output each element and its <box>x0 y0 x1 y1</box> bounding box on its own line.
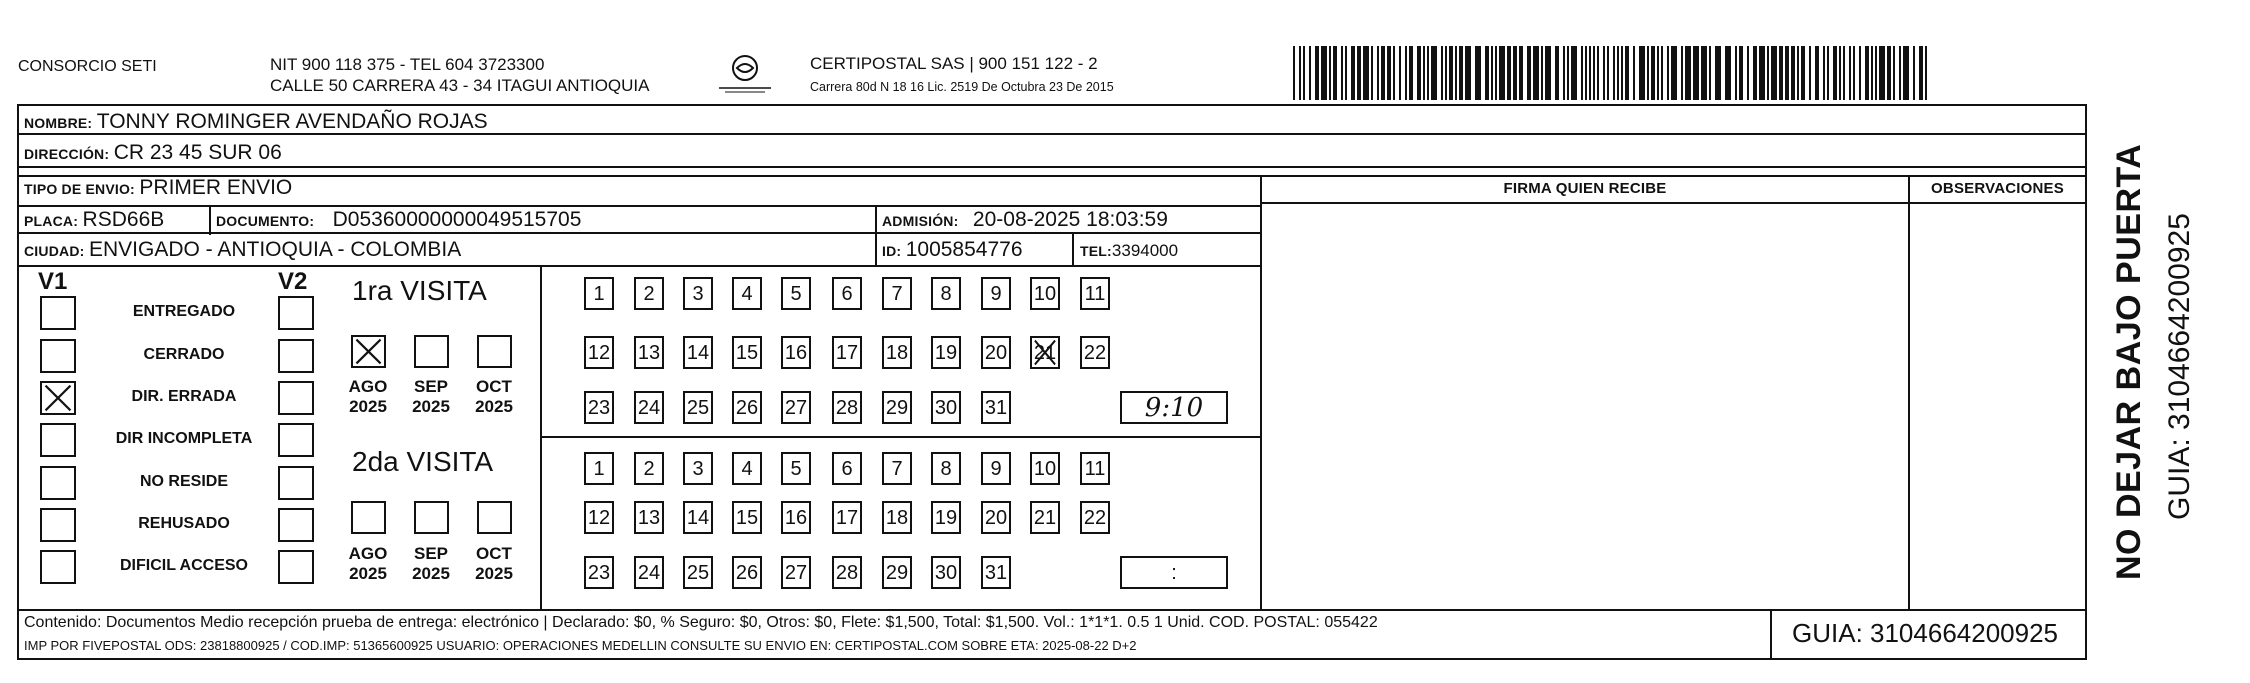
content-details: Contenido: Documentos Medio recepción prueba de entrega: electrónico | Declarado: $0, % Seguro: $0, Otros: $0, Flete: $1,500, Total: $1,500. Vol.: 1*1*1. 0.5 1 Unid. COD. POSTAL: 055422 <box>24 614 1378 631</box>
company-name: CONSORCIO SETI <box>18 58 157 75</box>
visit2-day-box[interactable]: 11 <box>1080 452 1110 485</box>
visit2-day-box[interactable]: 24 <box>634 556 664 589</box>
visit1-day-box[interactable]: 21 <box>1030 336 1060 369</box>
visit2-day-box[interactable]: 8 <box>931 452 961 485</box>
visit1-day-box[interactable]: 29 <box>882 391 912 424</box>
v2-checkbox[interactable] <box>278 381 314 415</box>
nit-line: NIT 900 118 375 - TEL 604 3723300 <box>270 55 545 74</box>
ciudad-value: ENVIGADO - ANTIOQUIA - COLOMBIA <box>88 238 462 261</box>
month-label: AGO 2025 <box>348 544 388 583</box>
visit1-day-box[interactable]: 7 <box>882 277 912 310</box>
visit1-day-box[interactable]: 15 <box>732 336 762 369</box>
visit1-day-box[interactable]: 12 <box>584 336 614 369</box>
visit2-day-box[interactable]: 19 <box>931 501 961 534</box>
v1-checkbox[interactable] <box>40 339 76 373</box>
visit1-day-box[interactable]: 8 <box>931 277 961 310</box>
visit1-title: 1ra VISITA <box>352 275 487 306</box>
visit1-day-box[interactable]: 1 <box>584 277 614 310</box>
visit1-day-box[interactable]: 9 <box>981 277 1011 310</box>
side-guia-number: GUIA: 3104664200925 <box>2163 213 2196 520</box>
nombre-row <box>24 110 488 134</box>
visit2-day-box[interactable]: 18 <box>882 501 912 534</box>
visit2-day-box[interactable]: 9 <box>981 452 1011 485</box>
visit1-day-box[interactable]: 24 <box>634 391 664 424</box>
direccion-row <box>24 141 282 165</box>
v2-checkbox[interactable] <box>278 296 314 330</box>
visit1-day-box[interactable]: 23 <box>584 391 614 424</box>
visit2-day-box[interactable]: 29 <box>882 556 912 589</box>
visit1-day-box[interactable]: 10 <box>1030 277 1060 310</box>
ciudad-label: CIUDAD: <box>24 243 85 259</box>
month-checkbox[interactable] <box>351 501 386 534</box>
visit2-day-box[interactable]: 4 <box>732 452 762 485</box>
visit1-day-box[interactable]: 16 <box>781 336 811 369</box>
visit2-day-box[interactable]: 12 <box>584 501 614 534</box>
certipostal-info: CERTIPOSTAL SAS | 900 151 122 - 2 <box>810 54 1098 73</box>
status-label: DIR INCOMPLETA <box>115 430 253 447</box>
v1-checkbox[interactable] <box>40 508 76 542</box>
tipo-label: TIPO DE ENVIO: <box>24 181 135 197</box>
visit2-time-box[interactable]: : <box>1120 556 1228 589</box>
tipo-value: PRIMER ENVIO <box>139 176 293 199</box>
visit1-day-box[interactable]: 3 <box>683 277 713 310</box>
guia-number: GUIA: 3104664200925 <box>1792 618 2058 648</box>
tipo-row <box>24 176 292 200</box>
id-row <box>882 238 1023 262</box>
visit1-day-box[interactable]: 4 <box>732 277 762 310</box>
visit1-day-box[interactable]: 31 <box>981 391 1011 424</box>
visit2-day-box[interactable]: 1 <box>584 452 614 485</box>
v2-checkbox[interactable] <box>278 508 314 542</box>
tel-row <box>1080 241 1178 261</box>
visit2-day-box[interactable]: 13 <box>634 501 664 534</box>
visit1-time-box[interactable]: 9:10 <box>1120 391 1228 424</box>
direccion-label: DIRECCIÓN: <box>24 146 110 162</box>
status-label: DIFICIL ACCESO <box>119 557 248 574</box>
visit2-day-box[interactable]: 21 <box>1030 501 1060 534</box>
visit2-day-box[interactable]: 2 <box>634 452 664 485</box>
month-checkbox[interactable] <box>477 501 512 534</box>
month-label: OCT 2025 <box>475 377 513 416</box>
v1-checkbox[interactable] <box>40 423 76 457</box>
visit1-day-box[interactable]: 22 <box>1080 336 1110 369</box>
visit2-day-box[interactable]: 17 <box>832 501 862 534</box>
visit1-day-box[interactable]: 27 <box>781 391 811 424</box>
month-checkbox[interactable] <box>414 501 449 534</box>
visit2-day-box[interactable]: 28 <box>832 556 862 589</box>
visit1-day-box[interactable]: 17 <box>832 336 862 369</box>
visit2-day-box[interactable]: 30 <box>931 556 961 589</box>
visit1-day-box[interactable]: 11 <box>1080 277 1110 310</box>
month-label: SEP 2025 <box>412 544 450 583</box>
status-label: NO RESIDE <box>139 473 228 490</box>
nombre-value: TONNY ROMINGER AVENDAÑO ROJAS <box>96 110 488 133</box>
admision-label: ADMISIÓN: <box>882 213 959 229</box>
v2-label: V2 <box>278 268 308 295</box>
month-label: SEP 2025 <box>412 377 450 416</box>
v2-checkbox[interactable] <box>278 339 314 373</box>
v2-checkbox[interactable] <box>278 550 314 584</box>
visit2-day-box[interactable]: 22 <box>1080 501 1110 534</box>
direccion-value: CR 23 45 SUR 06 <box>113 141 282 164</box>
visit2-day-box[interactable]: 20 <box>981 501 1011 534</box>
no-dejar-warning: NO DEJAR BAJO PUERTA <box>2110 143 2148 580</box>
documento-label: DOCUMENTO: <box>216 213 315 229</box>
v1-label: V1 <box>38 268 68 295</box>
visit2-day-box[interactable]: 15 <box>732 501 762 534</box>
status-label: DIR. ERRADA <box>131 388 237 405</box>
id-label: ID: <box>882 243 902 259</box>
firma-header: FIRMA QUIEN RECIBE <box>1503 180 1667 197</box>
placa-row <box>24 208 164 232</box>
v2-checkbox[interactable] <box>278 466 314 500</box>
visit2-day-box[interactable]: 14 <box>683 501 713 534</box>
print-details: IMP POR FIVEPOSTAL ODS: 23818800925 / COD.IMP: 51365600925 USUARIO: OPERACIONES MEDELLIN CONSULTE SU ENVIO EN: CERTIPOSTAL.COM SOBRE ETA: 2025-08-22 D+2 <box>24 638 1137 653</box>
observaciones-header: OBSERVACIONES <box>1931 180 2064 197</box>
barcode <box>1293 46 1931 100</box>
address-line: CALLE 50 CARRERA 43 - 34 ITAGUI ANTIOQUIA <box>270 76 650 95</box>
visit1-day-box[interactable]: 28 <box>832 391 862 424</box>
v1-checkbox[interactable] <box>40 466 76 500</box>
admision-value: 20-08-2025 18:03:59 <box>972 208 1168 231</box>
status-label: REHUSADO <box>138 515 230 532</box>
visit2-day-box[interactable]: 25 <box>683 556 713 589</box>
visit1-day-box[interactable]: 6 <box>832 277 862 310</box>
month-checkbox[interactable] <box>414 335 449 368</box>
documento-value: D05360000000049515705 <box>332 208 582 231</box>
visit2-day-box[interactable]: 31 <box>981 556 1011 589</box>
visit2-day-box[interactable]: 5 <box>781 452 811 485</box>
visit2-day-box[interactable]: 23 <box>584 556 614 589</box>
visit2-day-box[interactable]: 16 <box>781 501 811 534</box>
visit1-day-box[interactable]: 19 <box>931 336 961 369</box>
visit2-day-box[interactable]: 3 <box>683 452 713 485</box>
tel-label: TEL: <box>1080 243 1112 259</box>
visit2-day-box[interactable]: 27 <box>781 556 811 589</box>
visit2-day-box[interactable]: 26 <box>732 556 762 589</box>
ciudad-row <box>24 238 461 262</box>
company-info <box>270 54 649 96</box>
status-label: CERRADO <box>143 346 225 363</box>
v2-checkbox[interactable] <box>278 423 314 457</box>
status-label: ENTREGADO <box>132 303 236 320</box>
id-value: 1005854776 <box>905 238 1023 261</box>
visit1-day-box[interactable]: 26 <box>732 391 762 424</box>
visit1-day-box[interactable]: 13 <box>634 336 664 369</box>
visit2-day-box[interactable]: 7 <box>882 452 912 485</box>
visit1-day-box[interactable]: 14 <box>683 336 713 369</box>
v1-checkbox[interactable] <box>40 550 76 584</box>
month-checkbox[interactable] <box>477 335 512 368</box>
visit1-day-box[interactable]: 20 <box>981 336 1011 369</box>
month-label: AGO 2025 <box>348 377 388 416</box>
visit1-day-box[interactable]: 30 <box>931 391 961 424</box>
visit1-day-box[interactable]: 5 <box>781 277 811 310</box>
visit1-day-box[interactable]: 18 <box>882 336 912 369</box>
certipostal-address: Carrera 80d N 18 16 Lic. 2519 De Octubra 23 De 2015 <box>810 80 1114 94</box>
certipostal-logo <box>715 52 775 96</box>
admision-row <box>882 208 1168 232</box>
visit2-day-box[interactable]: 10 <box>1030 452 1060 485</box>
visit1-day-box[interactable]: 2 <box>634 277 664 310</box>
v1-checkbox[interactable] <box>40 381 76 415</box>
placa-label: PLACA: <box>24 213 79 229</box>
visit1-day-box[interactable]: 25 <box>683 391 713 424</box>
month-checkbox[interactable] <box>351 335 386 368</box>
tel-value: 3394000 <box>1111 241 1179 260</box>
month-label: OCT 2025 <box>475 544 513 583</box>
placa-value: RSD66B <box>82 208 165 231</box>
documento-row <box>216 208 581 232</box>
v1-checkbox[interactable] <box>40 296 76 330</box>
visit2-day-box[interactable]: 6 <box>832 452 862 485</box>
visit2-title: 2da VISITA <box>352 446 494 477</box>
nombre-label: NOMBRE: <box>24 115 93 131</box>
